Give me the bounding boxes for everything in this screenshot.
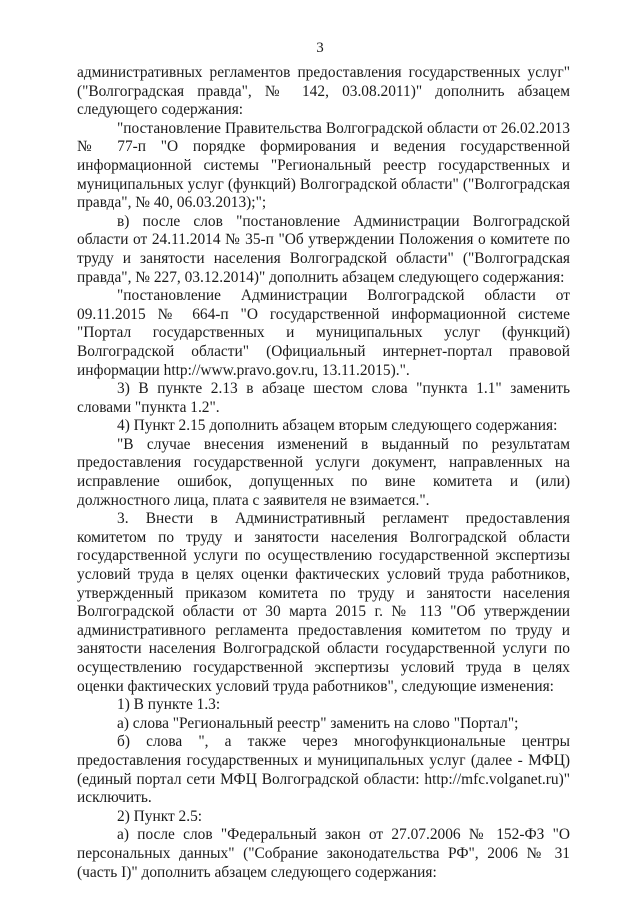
paragraph: "постановление Администрации Волгоградской области от 09.11.2015 № 664-п "О государственной информационной системе "Портал государственных и муниципальных услуг (функций) Волгоградской области" (Официальный интернет-портал правовой информации http://www.pravo.gov.ru, 13.11.2015).".: [77, 287, 570, 379]
paragraph: а) после слов "Федеральный закон от 27.07.2006 № 152-ФЗ "О персональных данных" ("Собрание законодательства РФ", 2006 № 31 (часть I)" дополнить абзацем следующего содержания:: [77, 826, 570, 881]
page-number: 3: [316, 40, 324, 56]
paragraph: административных регламентов предоставления государственных услуг" ("Волгоградская правда", № 142, 03.08.2011)" дополнить абзацем следующего содержания:: [77, 64, 570, 119]
paragraph: "постановление Правительства Волгоградской области от 26.02.2013 № 77-п "О порядке формирования и ведения государственной информационной системы "Региональный реестр государственных и муниципальных услуг (функций) Волгоградской области" ("Волгоградская правда", № 40, 06.03.2013);";: [77, 119, 570, 212]
paragraph: б) слова ", а также через многофункциональные центры предоставления государственных и муниципальных услуг (далее - МФЦ) (единый портал сети МФЦ Волгоградской области: http://mfc.volganet.ru)" исключить.: [77, 733, 570, 807]
paragraph: 4) Пункт 2.15 дополнить абзацем вторым следующего содержания:: [117, 417, 558, 435]
paragraph: 3. Внести в Административный регламент предоставления комитетом по труду и занятости населения Волгоградской области государственной услуги по осуществлению государственной экспертизы условий труда в целях оценки фактических условий труда работников, утвержденный приказом комитета по труду и занятости населения Волгоградской области от 30 марта 2015 г. № 113 "Об утверждении административного регламента предоставления комитетом по труду и занятости населения Волгоградской области государственной услуги по осуществлению государственной экспертизы условий труда в целях оценки фактических условий труда работников", следующие изменения:: [77, 510, 570, 695]
paragraph: 3) В пункте 2.13 в абзаце шестом слова "пункта 1.1" заменить словами "пункта 1.2".: [77, 380, 570, 416]
paragraph: 2) Пункт 2.5:: [117, 807, 203, 825]
document-body: [77, 64, 570, 882]
paragraph: 1) В пункте 1.3:: [117, 696, 221, 714]
paragraph: в) после слов "постановление Администрации Волгоградской области от 24.11.2014 № 35-п "Об утверждении Положения о комитете по труду и занятости населения Волгоградской области" ("Волгоградская правда", № 227, 03.12.2014)" дополнить абзацем следующего содержания:: [77, 212, 570, 286]
paragraph: "В случае внесения изменений в выданный по результатам предоставления государственной услуги документ, направленных на исправление ошибок, допущенных по вине комитета и (или) должностного лица, плата с заявителя не взимается.".: [77, 435, 570, 509]
paragraph: а) слова "Региональный реестр" заменить на слово "Портал";: [117, 714, 519, 732]
